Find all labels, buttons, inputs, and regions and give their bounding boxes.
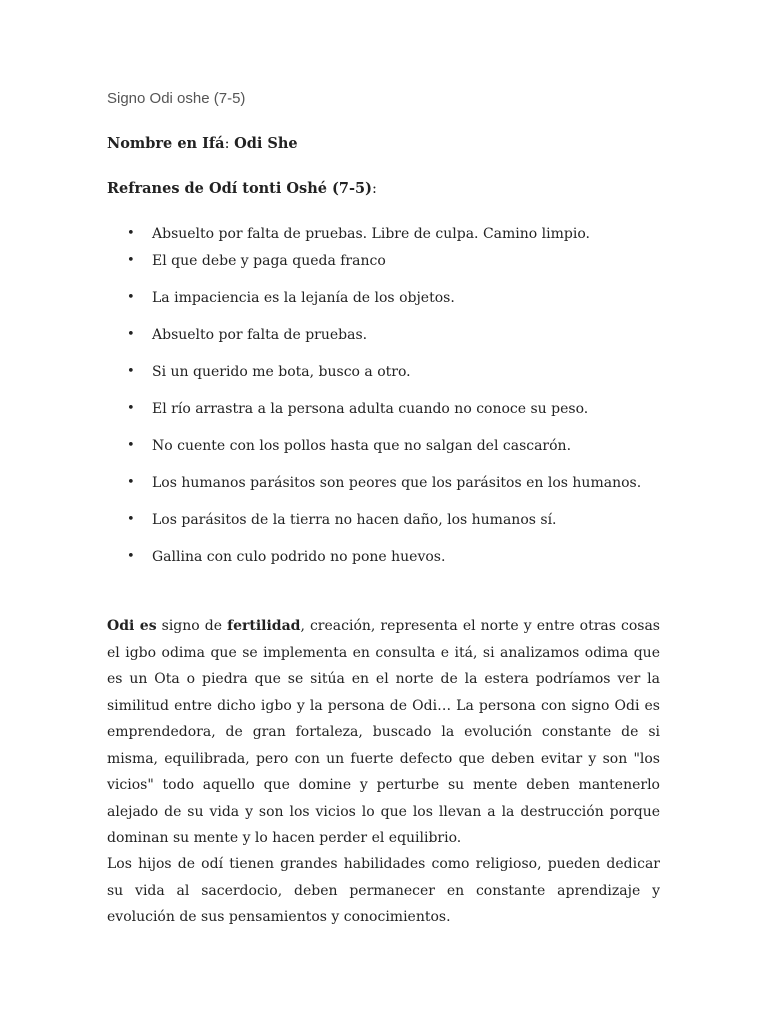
paragraph-text-2: , creación, representa el norte y entre otras cosas el igbo odima que se implementa en consulta e itá, si analizamos odima que es un Ota o piedra que se sitúa en el norte de la estera podríamos ver la similitud entre dicho igbo y la persona de Odi… La persona con signo Odi es emprendedora, de gran fortaleza, buscado la evolución constante de si misma, equilibrada, pero con un fuerte defecto que deben evitar y son "los vicios" todo aquello que domine y perturbe su mente deben mantenerlo alejado de su vida y son los vicios lo que los llevan a la destrucción porque dominan su mente y lo hacen perder el equilibrio.	[107, 618, 660, 846]
proverb-text: El que debe y paga queda franco	[152, 253, 386, 269]
list-item	[127, 288, 641, 325]
nombre-label: Nombre en Ifá	[107, 135, 225, 152]
proverb-text: El río arrastra a la persona adulta cuando no conoce su peso.	[152, 401, 589, 417]
proverb-text: Los humanos parásitos son peores que los parásitos en los humanos.	[152, 475, 642, 491]
nombre-heading	[107, 135, 298, 152]
nombre-separator: :	[224, 136, 235, 152]
list-item	[127, 251, 641, 288]
paragraph-bold-fertilidad: fertilidad	[227, 618, 301, 634]
refranes-heading	[107, 180, 377, 197]
proverb-text: Gallina con culo podrido no pone huevos.	[152, 549, 446, 565]
bullet-icon: •	[127, 327, 135, 342]
list-item	[127, 362, 641, 399]
proverb-text: La impaciencia es la lejanía de los objetos.	[152, 290, 455, 306]
list-item	[127, 436, 641, 473]
proverb-text: Absuelto por falta de pruebas. Libre de culpa. Camino limpio.	[152, 226, 590, 242]
paragraph-bold-odi-es: Odi es	[107, 618, 157, 634]
refranes-suffix: :	[371, 181, 377, 197]
bullet-icon: •	[127, 253, 135, 268]
proverbs-list	[127, 224, 641, 584]
bullet-icon: •	[127, 401, 135, 416]
list-item	[127, 325, 641, 362]
proverb-text: Absuelto por falta de pruebas.	[152, 327, 368, 343]
bullet-icon: •	[127, 364, 135, 379]
bullet-icon: •	[127, 438, 135, 453]
list-item	[127, 510, 641, 547]
paragraph-text-1: signo de	[156, 618, 228, 634]
bullet-icon: •	[127, 475, 135, 490]
list-item	[127, 224, 641, 251]
list-item	[127, 399, 641, 436]
list-item	[127, 547, 641, 584]
bullet-icon: •	[127, 290, 135, 305]
list-item	[127, 473, 641, 510]
proverb-text: Si un querido me bota, busco a otro.	[152, 364, 411, 380]
nombre-value: Odi She	[234, 135, 298, 152]
bullet-icon: •	[127, 512, 135, 527]
paragraph-fertilidad	[107, 613, 660, 852]
paragraph-hijos-de-odi: Los hijos de odí tienen grandes habilidades como religioso, pueden dedicar su vida al sacerdocio, deben permanecer en constante aprendizaje y evolución de sus pensamientos y conocimientos.	[107, 856, 660, 925]
document-title: Signo Odi oshe (7-5)	[107, 90, 246, 107]
bullet-icon: •	[127, 549, 135, 564]
refranes-label: Refranes de Odí tonti Oshé (7-5)	[107, 180, 372, 197]
bullet-icon: •	[127, 226, 135, 241]
proverb-text: Los parásitos de la tierra no hacen daño, los humanos sí.	[152, 512, 557, 528]
proverb-text: No cuente con los pollos hasta que no salgan del cascarón.	[152, 438, 572, 454]
